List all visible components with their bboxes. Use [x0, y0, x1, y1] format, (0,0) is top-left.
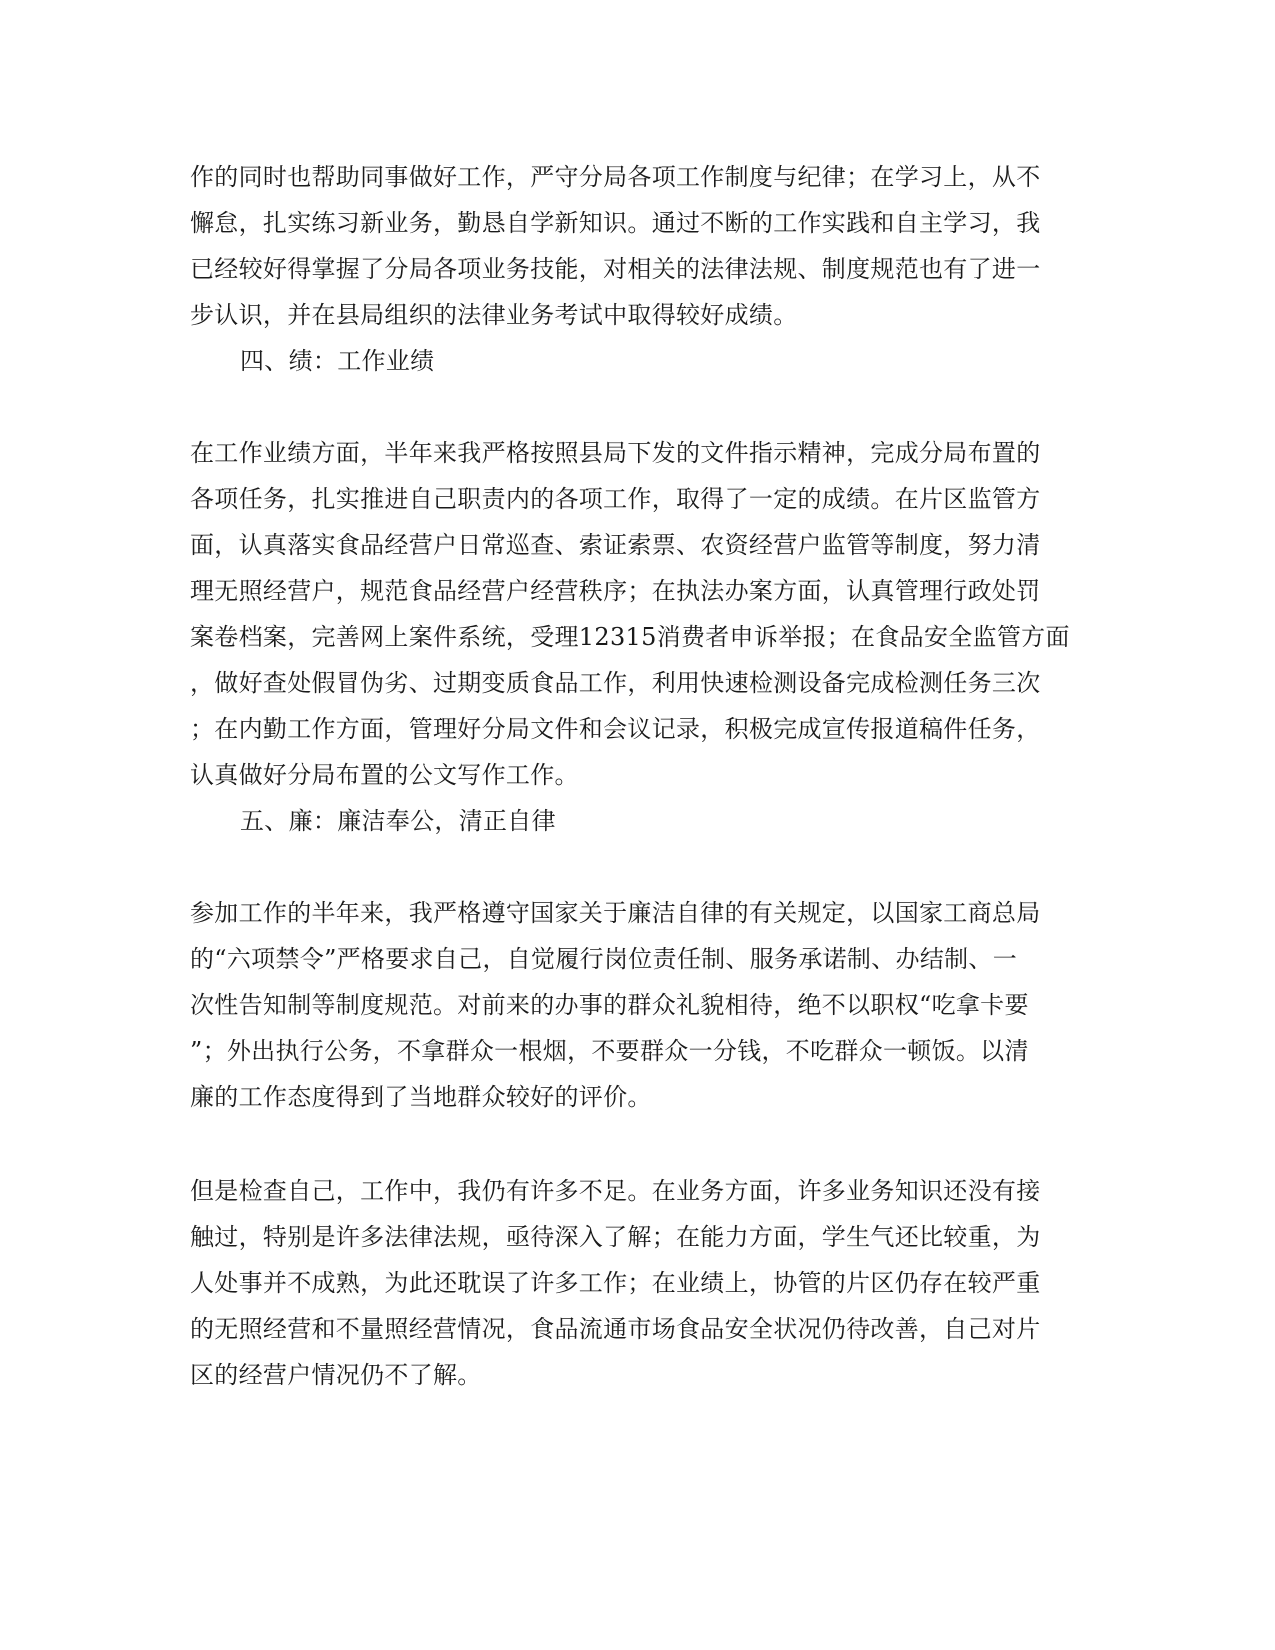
paragraph-4-line-2: 触过，特别是许多法律法规，亟待深入了解；在能力方面，学生气还比较重，为 [190, 1223, 1041, 1251]
paragraph-1-line-2: 懈怠，扎实练习新业务，勤恳自学新知识。通过不断的工作实践和自主学习，我 [190, 209, 1041, 237]
paragraph-2-line-3: 面，认真落实食品经营户日常巡查、索证索票、农资经营户监管等制度，努力清 [190, 531, 1041, 559]
paragraph-4-line-3: 人处事并不成熟，为此还耽误了许多工作；在业绩上，协管的片区仍存在较严重 [190, 1269, 1041, 1297]
paragraph-2-line-5: 案卷档案，完善网上案件系统，受理12315消费者申诉举报；在食品安全监管方面 [190, 623, 1070, 651]
section-heading-4: 四、绩：工作业绩 [240, 347, 435, 375]
paragraph-1-line-4: 步认识，并在县局组织的法律业务考试中取得较好成绩。 [190, 301, 798, 329]
paragraph-2-line-8: 认真做好分局布置的公文写作工作。 [190, 761, 579, 789]
paragraph-2-line-1: 在工作业绩方面，半年来我严格按照县局下发的文件指示精神，完成分局布置的 [190, 439, 1041, 467]
paragraph-4-line-5: 区的经营户情况仍不了解。 [190, 1361, 482, 1389]
paragraph-2-line-6: ，做好查处假冒伪劣、过期变质食品工作，利用快速检测设备完成检测任务三次 [190, 669, 1041, 697]
paragraph-3-line-3: 次性告知制等制度规范。对前来的办事的群众礼貌相待，绝不以职权“吃拿卡要 [190, 991, 1029, 1019]
section-heading-5: 五、廉：廉洁奉公，清正自律 [240, 807, 556, 835]
paragraph-4-line-4: 的无照经营和不量照经营情况，食品流通市场食品安全状况仍待改善，自己对片 [190, 1315, 1041, 1343]
paragraph-2-line-2: 各项任务，扎实推进自己职责内的各项工作，取得了一定的成绩。在片区监管方 [190, 485, 1041, 513]
paragraph-3-line-5: 廉的工作态度得到了当地群众较好的评价。 [190, 1083, 652, 1111]
paragraph-1-line-3: 已经较好得掌握了分局各项业务技能，对相关的法律法规、制度规范也有了进一 [190, 255, 1041, 283]
paragraph-2-line-7: ；在内勤工作方面，管理好分局文件和会议记录，积极完成宣传报道稿件任务， [190, 715, 1041, 743]
paragraph-3-line-2: 的“六项禁令”严格要求自己，自觉履行岗位责任制、服务承诺制、办结制、一 [190, 945, 1018, 973]
paragraph-3-line-1: 参加工作的半年来，我严格遵守国家关于廉洁自律的有关规定，以国家工商总局 [190, 899, 1041, 927]
paragraph-3-line-4: ”；外出执行公务，不拿群众一根烟，不要群众一分钱，不吃群众一顿饭。以清 [190, 1037, 1029, 1065]
paragraph-2-line-4: 理无照经营户，规范食品经营户经营秩序；在执法办案方面，认真管理行政处罚 [190, 577, 1041, 605]
paragraph-1-line-1: 作的同时也帮助同事做好工作，严守分局各项工作制度与纪律；在学习上，从不 [190, 163, 1041, 191]
paragraph-4-line-1: 但是检查自己，工作中，我仍有许多不足。在业务方面，许多业务知识还没有接 [190, 1177, 1041, 1205]
